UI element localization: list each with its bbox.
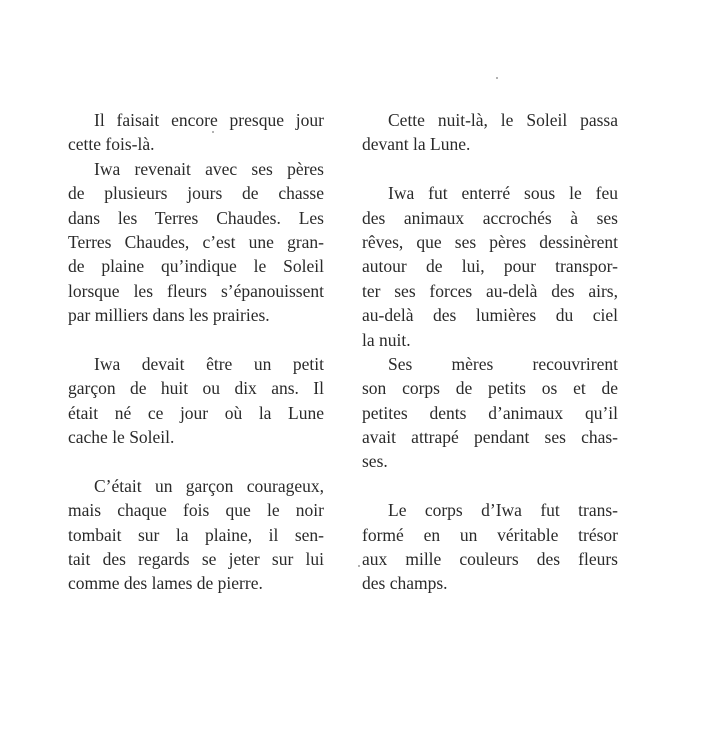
text-line: ter ses forces au-delà des airs,: [362, 280, 618, 301]
text-line: lorsque les fleurs s’épanouissent: [68, 280, 324, 301]
paragraph-break: [362, 474, 618, 498]
text-line: Le corps d’Iwa fut trans-: [388, 500, 618, 521]
text-line: aux mille couleurs des fleurs: [362, 549, 618, 570]
text-line: de plusieurs jours de chasse: [68, 183, 324, 204]
text-line: la nuit.: [362, 329, 411, 350]
text-line: rêves, que ses pères dessinèrent: [362, 231, 618, 252]
text-line: au-delà des lumières du ciel: [362, 305, 618, 326]
paragraph-break: [68, 449, 324, 473]
text-line: de plaine qu’indique le Soleil: [68, 256, 324, 277]
text-line: avait attrapé pendant ses chas-: [362, 427, 618, 448]
text-line: dans les Terres Chaudes. Les: [68, 207, 324, 228]
text-line: des champs.: [362, 573, 448, 594]
paragraph-break: [68, 328, 324, 352]
text-line: cette fois-là.: [68, 134, 155, 155]
text-column-left: [68, 108, 324, 596]
text-line: Iwa revenait avec ses pères: [94, 158, 324, 179]
text-line: C’était un garçon courageux,: [94, 475, 324, 496]
paragraph-break: [362, 157, 618, 181]
text-line: tait des regards se jeter sur lui: [68, 549, 324, 570]
text-line: petites dents d’animaux qu’il: [362, 402, 618, 423]
text-line: des animaux accrochés à ses: [362, 207, 618, 228]
text-line: Iwa fut enterré sous le feu: [388, 183, 618, 204]
text-line: garçon de huit ou dix ans. Il: [68, 378, 324, 399]
text-line: ses.: [362, 451, 388, 472]
text-line: Ses mères recouvrirent: [388, 353, 618, 374]
text-line: était né ce jour où la Lune: [68, 402, 324, 423]
text-line: Iwa devait être un petit: [94, 353, 324, 374]
text-line: mais chaque fois que le noir: [68, 500, 324, 521]
text-line: son corps de petits os et de: [362, 378, 618, 399]
text-line: autour de lui, pour transpor-: [362, 256, 618, 277]
text-line: formé en un véritable trésor: [362, 524, 618, 545]
text-line: tombait sur la plaine, il sen-: [68, 524, 324, 545]
scan-speck: [358, 565, 360, 567]
text-line: comme des lames de pierre.: [68, 573, 263, 594]
text-line: Il faisait encore presque jour: [94, 110, 324, 130]
text-line: devant la Lune.: [362, 134, 471, 155]
text-line: par milliers dans les prairies.: [68, 305, 270, 326]
scan-speck: [496, 77, 498, 79]
text-line: Cette nuit-là, le Soleil passa: [388, 110, 618, 130]
text-column-right: [362, 108, 618, 596]
text-line: cache le Soleil.: [68, 427, 175, 448]
scan-speck: [212, 131, 214, 133]
text-line: Terres Chaudes, c’est une gran-: [68, 231, 324, 252]
